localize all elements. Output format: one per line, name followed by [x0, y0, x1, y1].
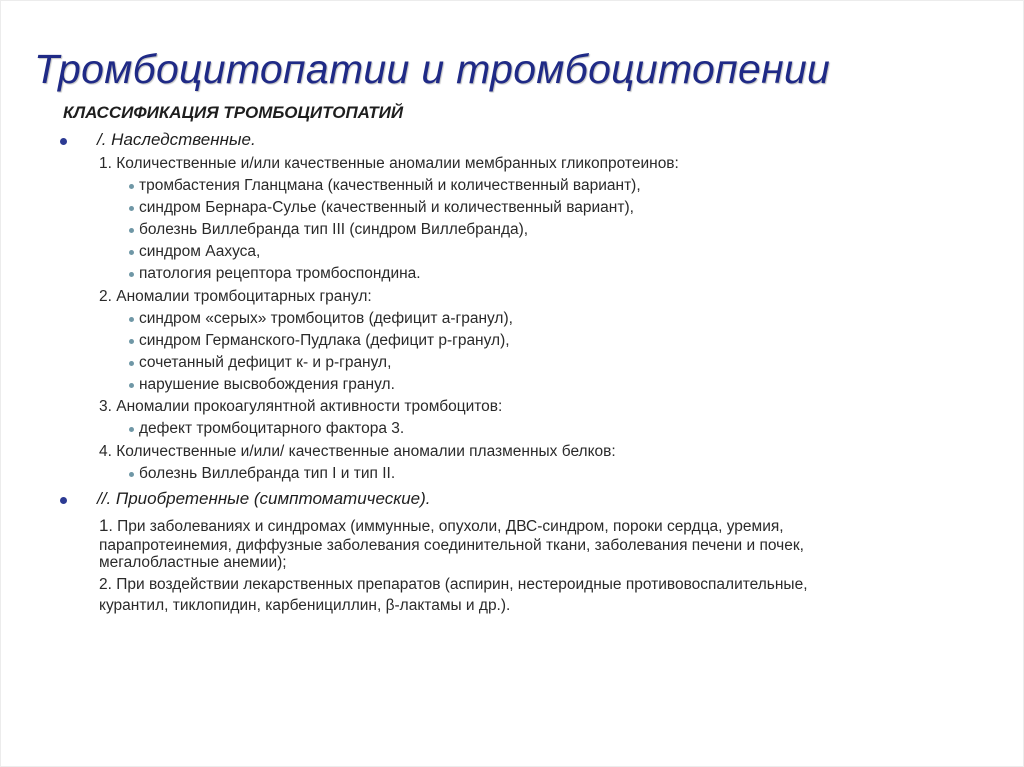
list-item: нарушение высвобождения гранул.	[139, 376, 395, 393]
section-2-label: //. Приобретенные (симптоматические).	[97, 489, 431, 508]
acquired-paragraph-1-line-3: мегалобластные анемии);	[99, 554, 287, 571]
list-bullet	[129, 427, 134, 432]
paragraph-1-number: 1	[99, 516, 109, 535]
section-bullet	[60, 497, 67, 504]
slide-title: Тромбоцитопатии и тромбоцитопении	[34, 46, 831, 92]
acquired-paragraph-1-line-2: парапротеинемия, диффузные заболевания соединительной ткани, заболевания печени и почек,	[99, 537, 804, 554]
acquired-paragraph-1	[99, 517, 784, 535]
list-bullet	[129, 206, 134, 211]
list-item: синдром «серых» тромбоцитов (дефицит а-гранул),	[139, 310, 513, 327]
list-bullet	[129, 272, 134, 277]
acquired-paragraph-2: 2. При воздействии лекарственных препаратов (аспирин, нестероидные противовоспалительные,	[99, 576, 808, 593]
paragraph-1-text: . При заболеваниях и синдромах (иммунные, опухоли, ДВС-синдром, пороки сердца, уремия,	[108, 518, 784, 535]
list-item: дефект тромбоцитарного фактора 3.	[139, 420, 405, 437]
section-bullet	[60, 138, 67, 145]
list-item: синдром Аахуса,	[139, 243, 261, 260]
group-2-heading: 2. Аномалии тромбоцитарных гранул:	[99, 288, 372, 305]
list-bullet	[129, 383, 134, 388]
slide-subtitle: КЛАССИФИКАЦИЯ ТРОМБОЦИТОПАТИЙ	[63, 103, 404, 122]
list-bullet	[129, 184, 134, 189]
list-item: сочетанный дефицит к- и р-гранул,	[139, 354, 392, 371]
group-3-heading: 3. Аномалии прокоагулянтной активности тромбоцитов:	[99, 398, 503, 415]
list-item: патология рецептора тромбоспондина.	[139, 265, 421, 282]
group-1-heading: 1. Количественные и/или качественные аномалии мембранных гликопротеинов:	[99, 155, 679, 172]
list-bullet	[129, 472, 134, 477]
list-item: синдром Германского-Пудлака (дефицит р-гранул),	[139, 332, 510, 349]
acquired-paragraph-2-line-2: курантил, тиклопидин, карбенициллин, β-лактамы и др.).	[99, 597, 511, 614]
list-item: болезнь Виллебранда тип I и тип II.	[139, 465, 396, 482]
list-item: тромбастения Гланцмана (качественный и количественный вариант),	[139, 177, 641, 194]
list-item: синдром Бернара-Сулье (качественный и количественный вариант),	[139, 199, 634, 216]
section-1-label: /. Наследственные.	[97, 130, 256, 149]
list-bullet	[129, 228, 134, 233]
list-bullet	[129, 317, 134, 322]
list-bullet	[129, 361, 134, 366]
list-item: болезнь Виллебранда тип III (синдром Виллебранда),	[139, 221, 529, 238]
list-bullet	[129, 250, 134, 255]
group-4-heading: 4. Количественные и/или/ качественные аномалии плазменных белков:	[99, 443, 616, 460]
list-bullet	[129, 339, 134, 344]
